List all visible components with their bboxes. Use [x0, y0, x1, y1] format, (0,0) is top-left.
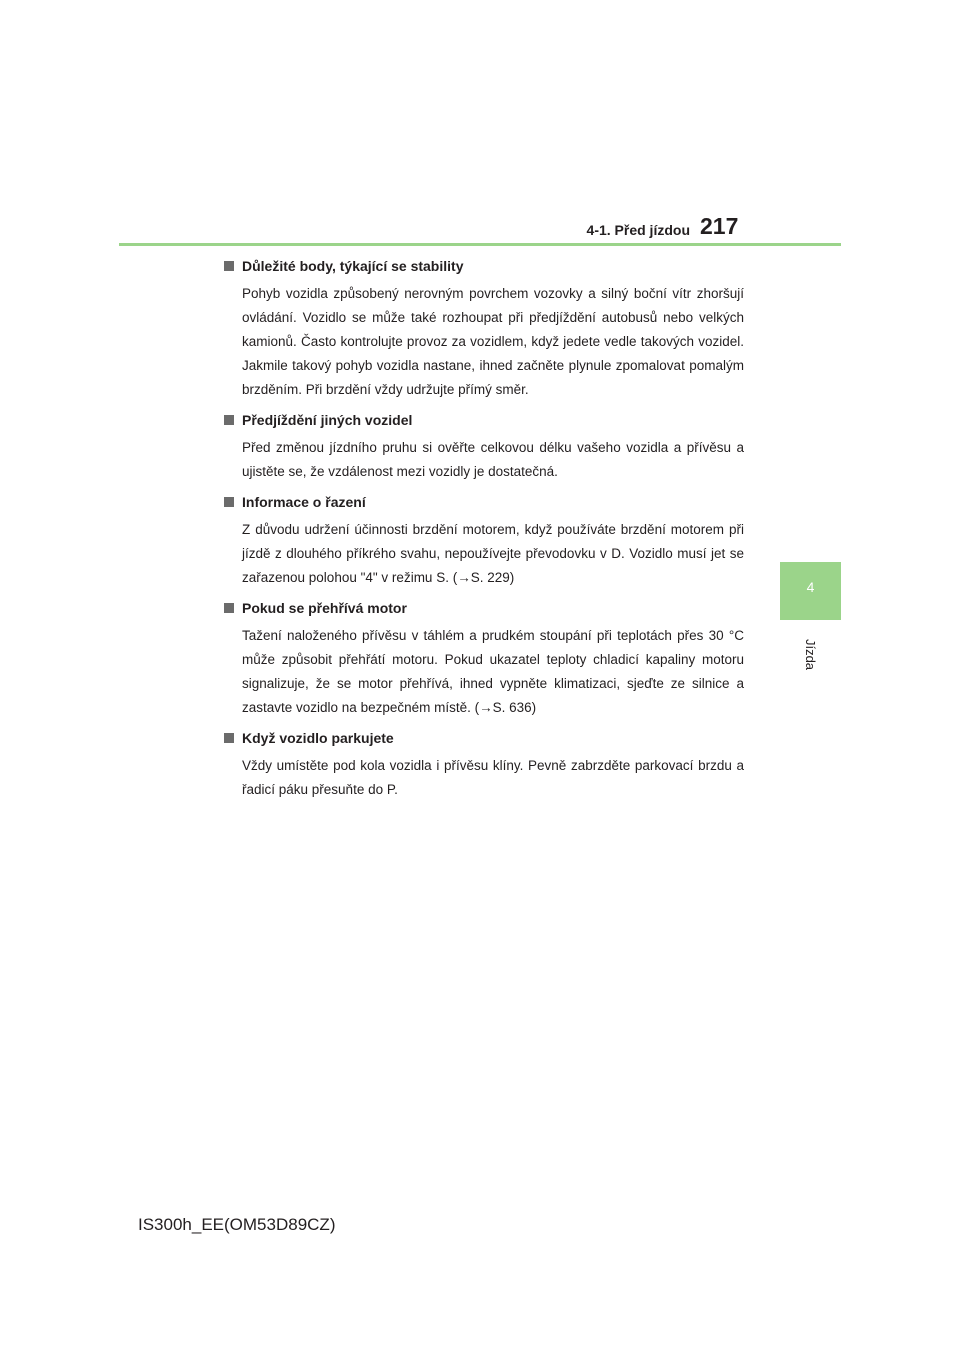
model-code: IS300h_EE(OM53D89CZ): [138, 1215, 336, 1234]
section-body: Tažení naloženého přívěsu v táhlém a prudkém stoupání při teplotách přes 30 °C může způsobit přehřátí motoru. Pokud ukazatel teploty chladicí kapaliny motoru signalizuje, že se motor přehřívá, ihned vypněte klimatizaci, sjeďte ze silnice a zastavte vozidlo na bezpečném místě. (→S. 636): [242, 628, 744, 715]
header-divider: [119, 243, 841, 246]
header-section-title: 4-1. Před jízdou: [586, 222, 690, 238]
section-parking: [224, 726, 744, 802]
section-title: [224, 490, 744, 514]
section-overheating: [224, 596, 744, 720]
section-body: Před změnou jízdního pruhu si ověřte celkovou délku vašeho vozidla a přívěsu a ujistěte se, že vzdálenost mezi vozidly je dostatečná.: [242, 440, 744, 479]
section-body: Pohyb vozidla způsobený nerovným povrchem vozovky a silný boční vítr zhoršují ovládání. Vozidlo se může také rozhoupat při předjíždění autobusů nebo velkých kamionů. Často kontrolujte provoz za vozidlem, když jedete vedle takových vozidel. Jakmile takový pohyb vozidla nastane, ihned začněte plynule zpomalovat pomalým brzděním. Při brzdění vždy udržujte přímý směr.: [242, 286, 744, 397]
square-bullet-icon: [224, 733, 234, 743]
square-bullet-icon: [224, 497, 234, 507]
section-body: Vždy umístěte pod kola vozidla i přívěsu klíny. Pevně zabrzděte parkovací brzdu a řadicí páku přesuňte do P.: [242, 758, 744, 797]
section-title: [224, 596, 744, 620]
section-title: [224, 408, 744, 432]
chapter-label-text: Jízda: [803, 638, 819, 670]
chapter-label: [796, 632, 826, 676]
page-number: 217: [700, 213, 739, 239]
chapter-tab: 4: [780, 562, 841, 620]
section-body: Z důvodu udržení účinnosti brzdění motorem, když používáte brzdění motorem při jízdě z dlouhého příkrého svahu, nepoužívejte převodovku v D. Vozidlo musí jet se zařazenou polohou "4" v režimu S. (→S. 229): [242, 522, 744, 585]
section-title-text: Pokud se přehřívá motor: [242, 600, 407, 616]
section-stability: [224, 254, 744, 402]
section-overtaking: [224, 408, 744, 484]
section-title-text: Předjíždění jiných vozidel: [242, 412, 413, 428]
section-shifting: [224, 490, 744, 590]
section-title-text: Když vozidlo parkujete: [242, 730, 394, 746]
page-content: [224, 254, 744, 808]
section-title-text: Důležité body, týkající se stability: [242, 258, 464, 274]
section-title-text: Informace o řazení: [242, 494, 366, 510]
section-title: [224, 726, 744, 750]
section-title: [224, 254, 744, 278]
square-bullet-icon: [224, 415, 234, 425]
square-bullet-icon: [224, 261, 234, 271]
square-bullet-icon: [224, 603, 234, 613]
